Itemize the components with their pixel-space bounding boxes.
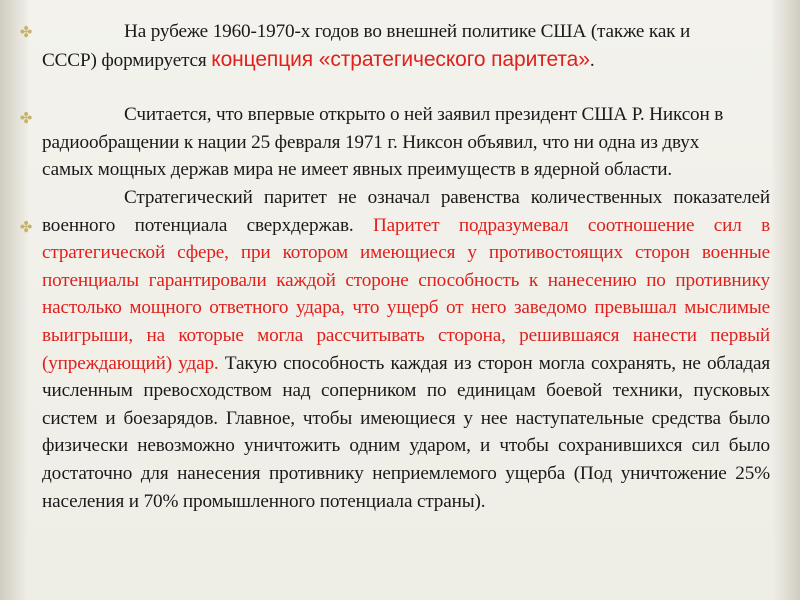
bullet-icon: ✤ xyxy=(19,109,33,127)
concept-highlight: концепция «стратегического паритета» xyxy=(211,47,590,71)
paragraph-intro-text: На рубеже 1960-1970-х годов во внешней политике США (также как и СССР) формируется xyxy=(42,21,691,71)
parity-definition-highlight: Паритет подразумевал соотношение сил в стратегической сфере, при котором имеющиеся у противостоящих сторон военные потенциалы гарантировали каждой стороне способность к нанесению по противнику настолько мощного ответного удара, что ущерб от него заведомо превышал мыслимые выигрыши, на которые могла рассчитывать сторона, решившаяся нанести первый (упреждающий) удар. xyxy=(42,214,770,374)
paragraph-parity-outro: Такую способность каждая из сторон могла сохранять, не обладая численным превосходством над соперником по единицам боевой техники, пусковых систем и боезарядов. Главное, чтобы имеющиеся у нее наступательные средства было физически невозможно уничтожить одним ударом, и чтобы сохранившихся сил было достаточно для нанесения противнику неприемлемого ущерба (Под уничтожение 25% населения и 70% промышленного потенциала страны). xyxy=(42,352,771,512)
paragraph-intro-tail: . xyxy=(589,49,595,71)
paragraph-parity xyxy=(42,184,770,515)
paragraph-nixon-text: Считается, что впервые открыто о ней заявил президент США Р. Никсон в радиообращении к нации 25 февраля 1971 г. Никсон объявил, что ни одна из двух самых мощных держав мира не имеет явных преимуществ в ядерной области. xyxy=(42,104,724,181)
paragraph-parity-intro: Стратегический паритет не означал равенства количественных показателей военного потенциала сверхдержав. xyxy=(42,186,770,236)
slide-body xyxy=(42,18,770,515)
left-decorative-band xyxy=(0,0,28,600)
bullet-icon: ✤ xyxy=(19,23,33,41)
right-decorative-band xyxy=(772,0,800,600)
paragraph-intro xyxy=(42,18,770,74)
bullet-icon: ✤ xyxy=(19,218,33,236)
paragraph-nixon xyxy=(42,101,770,184)
